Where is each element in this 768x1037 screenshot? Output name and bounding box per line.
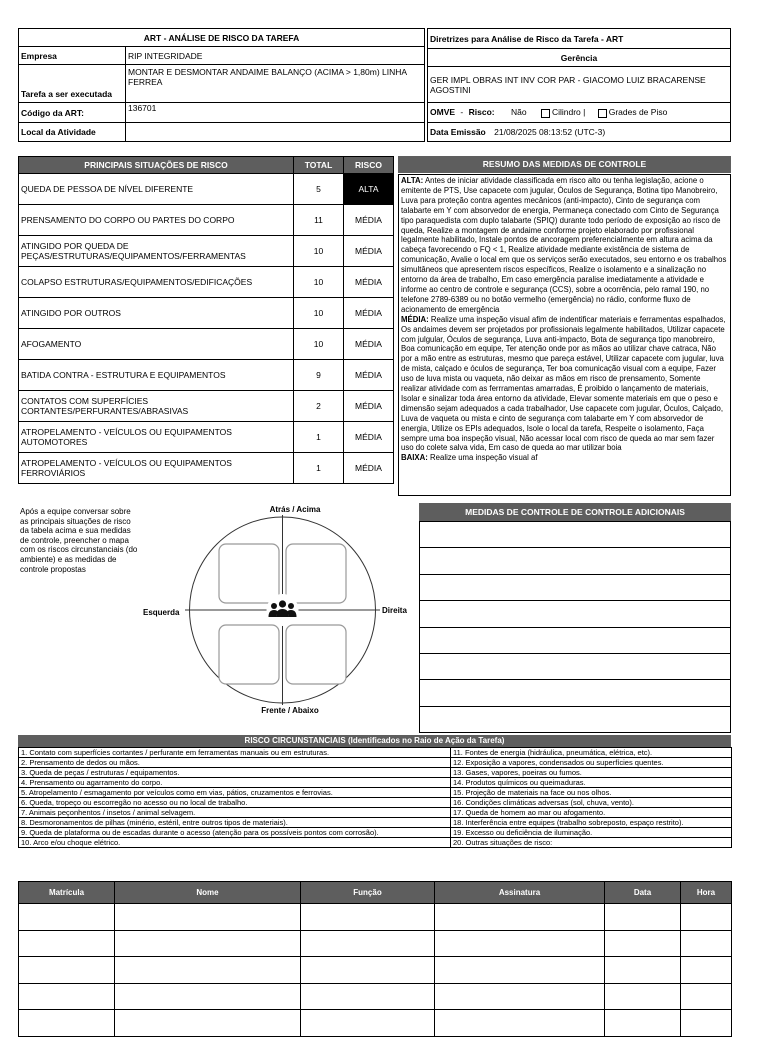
circumstantial-item: 19. Excesso ou deficiência de iluminação. [451, 828, 732, 838]
col-nome: Nome [115, 882, 301, 904]
additional-measure-line[interactable] [420, 653, 731, 679]
risk-total: 5 [294, 174, 344, 205]
circumstantial-title: RISCO CIRCUNSTANCIAIS (Identificados no Raio de Ação da Tarefa) [18, 735, 731, 747]
summary-baixa-label: BAIXA: [401, 453, 428, 463]
signature-row [19, 904, 732, 931]
circumstantial-item: 8. Desmoronamentos de pilhas (minério, estéril, entre outros tipos de materiais). [19, 818, 451, 828]
additional-measure-line[interactable] [420, 627, 731, 653]
omve-label: OMVE [430, 107, 456, 118]
risk-total: 10 [294, 236, 344, 267]
signature-table [18, 881, 732, 1037]
circumstantial-item: 1. Contato com superfícies cortantes / perfurante em ferramentas manuais ou em estruturas. [19, 748, 451, 758]
risk-situation: BATIDA CONTRA - ESTRUTURA E EQUIPAMENTOS [19, 360, 294, 391]
matricula-cell[interactable] [19, 983, 115, 1010]
circumstantial-item: 17. Queda de homem ao mar ou afogamento. [451, 808, 732, 818]
risk-situation: ATINGIDO POR OUTROS [19, 298, 294, 329]
circumstantial-item: 12. Exposição a vapores, condensados ou superfícies quentes. [451, 758, 732, 768]
funcao-cell[interactable] [301, 957, 435, 984]
circumstantial-table [18, 747, 732, 848]
omve-dash: - [460, 107, 464, 118]
risco-value: Não [510, 107, 527, 118]
circumstantial-item: 18. Interferência entre equipes (trabalho sobreposto, espaço restrito). [451, 818, 732, 828]
circumstantial-item: 6. Queda, tropeço ou escorregão no acesso ou no local de trabalho. [19, 798, 451, 808]
risk-level: MÉDIA [344, 298, 394, 329]
circumstantial-item: 15. Projeção de materiais na face ou nos olhos. [451, 788, 732, 798]
map-quadrant-bottom-right[interactable] [286, 625, 346, 684]
col-funcao: Função [301, 882, 435, 904]
nome-cell[interactable] [115, 1010, 301, 1037]
col-hora: Hora [681, 882, 732, 904]
col-assinatura: Assinatura [435, 882, 605, 904]
table-row [19, 205, 394, 236]
company-value: RIP INTEGRIDADE [126, 47, 425, 65]
page-title: ART - ANÁLISE DE RISCO DA TAREFA [19, 29, 425, 47]
task-label: Tarefa a ser executada [19, 65, 126, 103]
code-value: 136701 [126, 103, 425, 123]
risk-level: MÉDIA [344, 267, 394, 298]
summary-media-text: Realize uma inspeção visual afim de indentificar materiais e ferramentas espalhados, Os andaimes devem ser projetados por profissionais legalmente habilitados, Utilizar capacete com julgular, Óculos de segurança, Luva anti-impacto, Bota de segurança tipo manobreiro, Boa comunicação em equipe, Ter atenção onde por as mãos ao utilizar chave catraca, Não por a mão entre as estruturas, mesmo que pareça estável, Utilizar capacete com jugular, luva de mista, calçado e óculos de segurança, Ter boa comunicação visual com a equipe, Fazer uso de luva mista ou vaqueta, não deixar as mãos em risco de prensamento, Somente realizar atividade com as ferrramentas amarradas, É proibido o lançamento de materiais, Isolar e sinalizar toda área entorno da atividade, Elevar somente materiais em que o peso e dimensão sejam adequados a cada trabalhador, Use capacete com jugular, Óculos, Calçado, Luva de vaqueta ou mista e cinto de segurança com talabarte em Y com absorvedor de energia, Utilize os EPIs adequados, Isole o local da tarefa, Respeite o isolamento, Faça sempre uma boa inspeção visual, Não acessar local com risco de queda ao mar sem fazer uso do colete salva vida, Em caso de queda ao mar utilizar boia [401, 314, 726, 453]
risk-situation: ATROPELAMENTO - VEÍCULOS OU EQUIPAMENTOS AUTOMOTORES [19, 422, 294, 453]
company-label: Empresa [19, 47, 126, 65]
circumstantial-item: 20. Outras situações de risco: [451, 838, 732, 848]
map-bottom-label: Frente / Abaixo [261, 706, 319, 715]
circumstantial-item: 10. Arco e/ou choque elétrico. [19, 838, 451, 848]
col-matricula: Matrícula [19, 882, 115, 904]
circumstantial-item: 14. Produtos químicos ou queimaduras. [451, 778, 732, 788]
hora-cell[interactable] [681, 957, 732, 984]
table-row [19, 174, 394, 205]
risk-situation: AFOGAMENTO [19, 329, 294, 360]
table-row [19, 422, 394, 453]
emission-value: 21/08/2025 08:13:52 (UTC-3) [494, 127, 606, 137]
risk-level: MÉDIA [344, 329, 394, 360]
risk-situation: CONTATOS COM SUPERFÍCIES CORTANTES/PERFURANTES/ABRASIVAS [19, 391, 294, 422]
table-row [19, 453, 394, 484]
circumstantial-item: 3. Queda de peças / estruturas / equipamentos. [19, 768, 451, 778]
nome-cell[interactable] [115, 904, 301, 931]
header-left-table [18, 28, 425, 142]
table-row [19, 391, 394, 422]
circumstantial-item: 11. Fontes de energia (hidráulica, pneumática, elétrica, etc). [451, 748, 732, 758]
col-risk: RISCO [344, 157, 394, 174]
col-data: Data [605, 882, 681, 904]
table-row [19, 298, 394, 329]
risk-level: MÉDIA [344, 453, 394, 484]
matricula-cell[interactable] [19, 904, 115, 931]
risk-level: ALTA [344, 174, 394, 205]
summary-baixa-text: Realize uma inspeção visual af [430, 453, 538, 463]
data-cell[interactable] [605, 904, 681, 931]
management-value: GER IMPL OBRAS INT INV COR PAR - GIACOMO LUIZ BRACARENSE AGOSTINI [428, 67, 731, 103]
risk-total: 1 [294, 422, 344, 453]
omve-row [428, 103, 731, 123]
nome-cell[interactable] [115, 930, 301, 957]
task-value: MONTAR E DESMONTAR ANDAIME BALANÇO (ACIMA > 1,80m) LINHA FERREA [126, 65, 425, 103]
additional-measures-table [419, 521, 731, 733]
emission-row [428, 123, 731, 142]
matricula-cell[interactable] [19, 1010, 115, 1037]
risk-total: 10 [294, 329, 344, 360]
signature-row [19, 983, 732, 1010]
nome-cell[interactable] [115, 957, 301, 984]
risk-total: 1 [294, 453, 344, 484]
map-left-label: Esquerda [143, 608, 180, 617]
risk-level: MÉDIA [344, 391, 394, 422]
risk-level: MÉDIA [344, 360, 394, 391]
hora-cell[interactable] [681, 930, 732, 957]
risk-map-diagram [185, 515, 380, 705]
table-row [19, 329, 394, 360]
data-cell[interactable] [605, 1010, 681, 1037]
signature-row [19, 957, 732, 984]
circumstantial-item: 9. Queda de plataforma ou de escadas durante o acesso (atenção para os possíveis pontos com corrosão). [19, 828, 451, 838]
table-row [19, 236, 394, 267]
summary-media-label: MÉDIA: [401, 314, 429, 324]
risk-level: MÉDIA [344, 236, 394, 267]
additional-measure-line[interactable] [420, 574, 731, 600]
code-label: Código da ART: [19, 103, 126, 123]
circumstantial-item: 4. Prensamento ou agarramento do corpo. [19, 778, 451, 788]
emission-label: Data Emissão [430, 127, 486, 137]
assinatura-cell[interactable] [435, 957, 605, 984]
assinatura-cell[interactable] [435, 983, 605, 1010]
grades-label: Grades de Piso [608, 107, 668, 118]
map-quadrant-bottom-left[interactable] [219, 625, 279, 684]
risk-level: MÉDIA [344, 205, 394, 236]
hora-cell[interactable] [681, 983, 732, 1010]
additional-measure-line[interactable] [420, 601, 731, 627]
management-label: Gerência [428, 49, 731, 67]
assinatura-cell[interactable] [435, 930, 605, 957]
matricula-cell[interactable] [19, 930, 115, 957]
risk-total: 2 [294, 391, 344, 422]
risk-situation: COLAPSO ESTRUTURAS/EQUIPAMENTOS/EDIFICAÇÕES [19, 267, 294, 298]
matricula-cell[interactable] [19, 957, 115, 984]
map-instructions: Após a equipe conversar sobre as principais situações de risco da tabela acima e sua medidas de controle, preencher o mapa com os riscos circunstanciais (do ambiente) e as medidas de controle propostas [20, 507, 138, 574]
circumstantial-item: 5. Atropelamento / esmagamento por veículos como em vias, pátios, cruzamentos e ferrovias. [19, 788, 451, 798]
header-right-table [427, 28, 731, 142]
grades-checkbox[interactable] [598, 109, 607, 118]
risk-situation: PRENSAMENTO DO CORPO OU PARTES DO CORPO [19, 205, 294, 236]
circumstantial-item: 13. Gases, vapores, poeiras ou fumos. [451, 768, 732, 778]
cilindro-checkbox[interactable] [541, 109, 550, 118]
risk-total: 10 [294, 298, 344, 329]
map-quadrant-top-left[interactable] [219, 544, 279, 603]
circumstantial-item: 7. Animais peçonhentos / insetos / animal selvagem. [19, 808, 451, 818]
summary-title: RESUMO DAS MEDIDAS DE CONTROLE [398, 156, 731, 173]
summary-alta-text: Antes de iniciar atividade classificada em risco alto ou tenha legislação, acione o emitente de PTS, Use capacete com jugular, Óculos de Segurança, Botina tipo Manobreiro, Luva para proteção contra agentes mecânicos (anti-impacto), Cinto de segurança com talabarte em Y com absorvedor de energia, Permaneça conectado com Cinto de Segurança tipo paraquedista com duplo talabarte (SPIQ) durante todo período de exposição ao risco de queda, Realize a montagem de andaime conforme projeto elaborado por profissional legalmente habilitado, Instale pontos de ancoragem preferencialmente em altura acima da cabeça favorecendo o FQ < 1, Realize atividade mediante existência de sistema de comunicação, Avalie o local em que os serviços serão executados, seu entorno e os trabalhos simultâneos que apresentem riscos específicos, Realize o isolamento e a sinalização no entorno da área de trabalho, Em caso emergência paralise imediatamente a atividade e informe ao centro de controle e segurança (CCS), sobre a ocorrência, pelo ramal 190, no telefone 2789-6389 ou no botão vermelho (emergência) no rádio, conforme fluxo de acionamento de emergência [401, 176, 727, 314]
table-row [19, 267, 394, 298]
funcao-cell[interactable] [301, 1010, 435, 1037]
risk-total: 11 [294, 205, 344, 236]
funcao-cell[interactable] [301, 983, 435, 1010]
risk-table [18, 156, 394, 484]
data-cell[interactable] [605, 983, 681, 1010]
hora-cell[interactable] [681, 1010, 732, 1037]
risco-label: Risco: [468, 107, 495, 118]
additional-measure-line[interactable] [420, 522, 731, 548]
funcao-cell[interactable] [301, 930, 435, 957]
assinatura-cell[interactable] [435, 904, 605, 931]
data-cell[interactable] [605, 930, 681, 957]
additional-title: MEDIDAS DE CONTROLE DE CONTROLE ADICIONAIS [419, 503, 731, 521]
risk-total: 9 [294, 360, 344, 391]
table-row [19, 360, 394, 391]
location-label: Local da Atividade [19, 123, 126, 142]
data-cell[interactable] [605, 957, 681, 984]
col-situation: PRINCIPAIS SITUAÇÕES DE RISCO [19, 157, 294, 174]
additional-measure-line[interactable] [420, 680, 731, 706]
risk-level: MÉDIA [344, 422, 394, 453]
circumstantial-item: 16. Condições climáticas adversas (sol, chuva, vento). [451, 798, 732, 808]
risk-situation: QUEDA DE PESSOA DE NÍVEL DIFERENTE [19, 174, 294, 205]
map-top-label: Atrás / Acima [269, 505, 321, 514]
signature-row [19, 930, 732, 957]
guidelines-label: Diretrizes para Análise de Risco da Tarefa - ART [428, 29, 731, 49]
risk-total: 10 [294, 267, 344, 298]
col-total: TOTAL [294, 157, 344, 174]
summary-alta-label: ALTA: [401, 176, 424, 185]
funcao-cell[interactable] [301, 904, 435, 931]
additional-measure-line[interactable] [420, 706, 731, 732]
risk-situation: ATROPELAMENTO - VEÍCULOS OU EQUIPAMENTOS FERROVIÁRIOS [19, 453, 294, 484]
location-value [126, 123, 425, 142]
hora-cell[interactable] [681, 904, 732, 931]
signature-row [19, 1010, 732, 1037]
assinatura-cell[interactable] [435, 1010, 605, 1037]
risk-situation: ATINGIDO POR QUEDA DE PEÇAS/ESTRUTURAS/EQUIPAMENTOS/FERRAMENTAS [19, 236, 294, 267]
nome-cell[interactable] [115, 983, 301, 1010]
map-quadrant-top-right[interactable] [286, 544, 346, 603]
summary-box [398, 174, 731, 496]
circumstantial-item: 2. Prensamento de dedos ou mãos. [19, 758, 451, 768]
cilindro-label: Cilindro | [551, 107, 586, 118]
additional-measure-line[interactable] [420, 548, 731, 574]
map-right-label: Direita [382, 606, 407, 615]
